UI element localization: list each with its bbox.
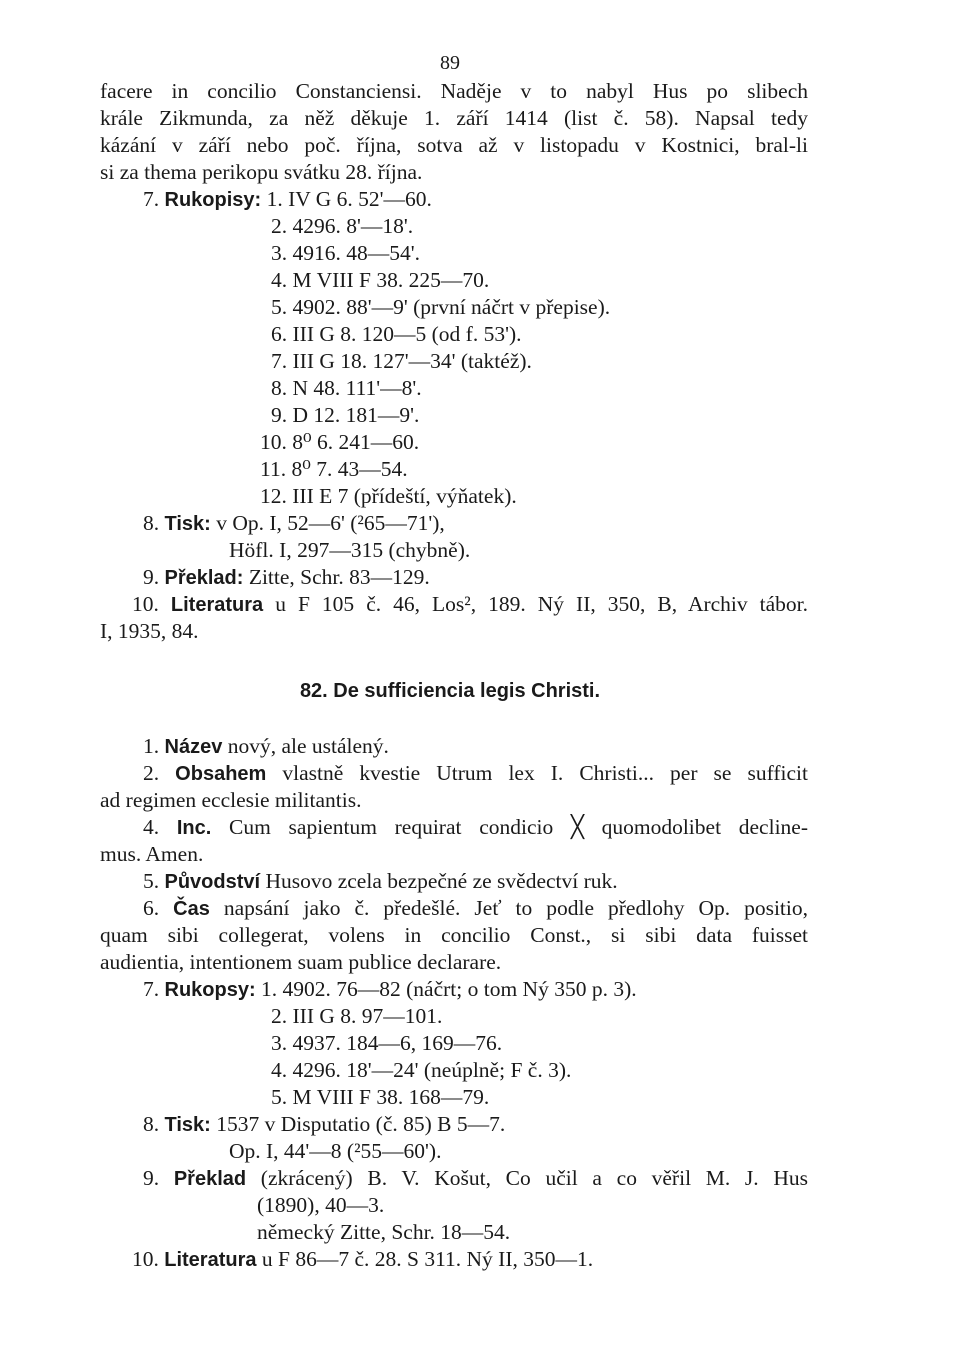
rukopis-entry: 10. 8⁰ 6. 241—60.	[260, 430, 420, 454]
preklad-line	[143, 1165, 808, 1193]
item-text: vlastně kvestie Utrum lex I. Christi... per se sufficit	[282, 761, 808, 785]
tisk-heading	[143, 1111, 505, 1139]
rukopis-entry: 3. 4916. 48—54'.	[271, 241, 420, 265]
rukopis-entry: 1. IV G 6. 52'—60.	[266, 187, 432, 211]
obsah-line	[143, 760, 808, 788]
item-label: Literatura	[164, 1249, 257, 1271]
item-number: 4.	[143, 815, 160, 839]
item-number: 7.	[143, 187, 160, 211]
intro-line: kázání v září nebo poč. října, sotva až v listopadu v Kostnici, bral-li	[100, 133, 808, 157]
tisk-entry: Höfl. I, 297—315 (chybně).	[229, 538, 471, 562]
section-heading: 82. De sufficiencia legis Christi.	[299, 680, 601, 702]
nazev-line	[143, 733, 389, 761]
item-number: 9.	[143, 565, 160, 589]
item-number: 9.	[143, 1166, 160, 1190]
item-label: Rukopisy:	[164, 189, 262, 211]
item-number: 10.	[132, 1247, 159, 1271]
item-text: nový, ale ustálený.	[227, 734, 389, 758]
literatura-line	[132, 591, 808, 619]
rukopis-entry: 5. M VIII F 38. 168—79.	[271, 1085, 490, 1109]
cas-line: quam sibi collegerat, volens in concilio Const., si sibi data fuisset	[100, 923, 808, 947]
item-label: Překlad	[173, 1168, 247, 1190]
inc-line: mus. Amen.	[100, 842, 204, 866]
tisk-heading	[143, 510, 445, 538]
item-label: Čas	[173, 898, 210, 920]
cas-line	[143, 895, 808, 923]
item-text: napsání jako č. předešlé. Jeť to podle předlohy Op. positio,	[223, 896, 809, 920]
rukopis-entry: 2. III G 8. 97—101.	[271, 1004, 443, 1028]
item-number: 6.	[143, 896, 160, 920]
puvodstvi-line	[143, 868, 618, 896]
intro-line: facere in concilio Constanciensi. Naděje v to nabyl Hus po slibech	[100, 79, 808, 103]
cas-line: audientia, intentionem suam publice declarare.	[100, 950, 502, 974]
item-number: 8.	[143, 511, 160, 535]
item-text: u F 86—7 č. 28. S 311. Ný II, 350—1.	[261, 1247, 594, 1271]
rukopis-entry: 3. 4937. 184—6, 169—76.	[271, 1031, 503, 1055]
obsah-line: ad regimen ecclesie militantis.	[100, 788, 362, 812]
rukopsy-heading	[143, 976, 637, 1004]
item-number: 10.	[132, 592, 159, 616]
rukopisy-heading	[143, 186, 432, 214]
rukopis-entry: 2. 4296. 8'—18'.	[271, 214, 414, 238]
literatura-line	[132, 1246, 593, 1274]
tisk-entry: Op. I, 44'—8 (²55—60').	[229, 1139, 442, 1163]
rukopis-entry: 4. 4296. 18'—24' (neúplně; F č. 3).	[271, 1058, 572, 1082]
inc-line	[143, 814, 808, 842]
preklad-line	[143, 564, 430, 592]
rukopis-entry: 8. N 48. 111'—8'.	[271, 376, 422, 400]
intro-line: krále Zikmunda, za něž děkuje 1. září 1414 (list č. 58). Napsal tedy	[100, 106, 808, 130]
tisk-entry: 1537 v Disputatio (č. 85) B 5—7.	[216, 1112, 506, 1136]
tisk-entry: v Op. I, 52—6' (²65—71'),	[216, 511, 445, 535]
rukopis-entry: 9. D 12. 181—9'.	[271, 403, 420, 427]
item-number: 5.	[143, 869, 160, 893]
rukopis-entry: 7. III G 18. 127'—34' (taktéž).	[271, 349, 532, 373]
item-label: Obsahem	[175, 763, 267, 785]
preklad-line: německý Zitte, Schr. 18—54.	[257, 1220, 511, 1244]
rukopis-entry: 6. III G 8. 120—5 (od f. 53').	[271, 322, 522, 346]
item-number: 8.	[143, 1112, 160, 1136]
item-label: Název	[164, 736, 223, 758]
literatura-line: I, 1935, 84.	[100, 619, 199, 643]
item-number: 7.	[143, 977, 160, 1001]
item-text: (zkrácený) B. V. Košut, Co učil a co věřil M. J. Hus	[260, 1166, 809, 1190]
item-text: Cum sapientum requirat condicio ╳ quomodolibet decline-	[229, 815, 809, 839]
rukopis-entry: 5. 4902. 88'—9' (první náčrt v přepise).	[271, 295, 611, 319]
item-label: Tisk:	[164, 1114, 211, 1136]
item-label: Původství	[164, 871, 261, 893]
item-number: 1.	[143, 734, 160, 758]
rukopis-entry: 12. III E 7 (přídeští, výňatek).	[260, 484, 517, 508]
item-label: Tisk:	[164, 513, 211, 535]
rukopis-entry: 11. 8⁰ 7. 43—54.	[260, 457, 408, 481]
item-label: Inc.	[176, 817, 212, 839]
page-number: 89	[440, 52, 460, 74]
item-number: 2.	[143, 761, 160, 785]
item-text: u F 105 č. 46, Los², 189. Ný II, 350, B, Archiv tábor.	[275, 592, 809, 616]
rukopis-entry: 1. 4902. 76—82 (náčrt; o tom Ný 350 p. 3).	[261, 977, 637, 1001]
item-label: Literatura	[170, 594, 264, 616]
intro-line: si za thema perikopu svátku 28. října.	[100, 160, 423, 184]
item-label: Překlad:	[164, 567, 244, 589]
item-label: Rukopsy:	[164, 979, 256, 1001]
item-text: Husovo zcela bezpečné ze svědectví ruk.	[265, 869, 618, 893]
preklad-line: (1890), 40—3.	[257, 1193, 385, 1217]
rukopis-entry: 4. M VIII F 38. 225—70.	[271, 268, 490, 292]
item-text: Zitte, Schr. 83—129.	[248, 565, 430, 589]
